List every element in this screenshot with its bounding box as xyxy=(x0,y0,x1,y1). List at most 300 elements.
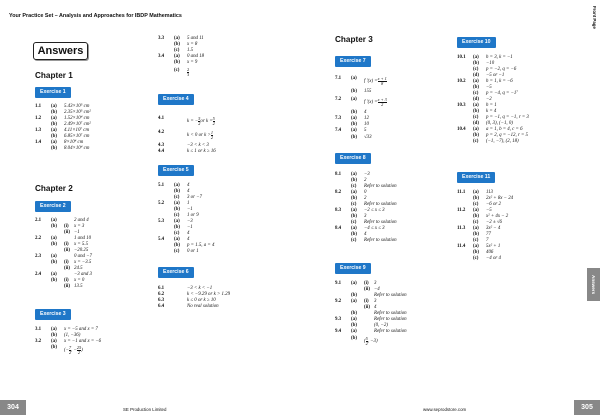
answer-row xyxy=(158,60,204,66)
answer-value: 4 xyxy=(187,189,190,194)
answer-value: a = 1, b = 4, c = 6 xyxy=(486,127,523,132)
part-label: (a) xyxy=(174,36,180,41)
subpart-label: (ii) xyxy=(364,287,370,292)
part-label: (a) xyxy=(473,244,479,249)
exercise-10-answers xyxy=(457,55,529,145)
question-number: 3.2 xyxy=(35,339,42,344)
subpart-label: (i) xyxy=(64,224,69,229)
question-number: 2.3 xyxy=(35,254,42,259)
part-label: (c) xyxy=(473,220,479,225)
exercise-2-label: Exercise 2 xyxy=(35,201,71,212)
question-number: 6.3 xyxy=(158,298,165,303)
answer-value: −2 xyxy=(486,97,492,102)
answer-value: −5 xyxy=(486,85,492,90)
answer-value: x = 3 xyxy=(74,224,85,229)
question-number: 2.4 xyxy=(35,272,42,277)
answer-value: −3 < k < 3 xyxy=(187,143,209,148)
question-number: 7.3 xyxy=(335,116,342,121)
answer-value: p = −1, q = −1, r = 3 xyxy=(486,115,529,120)
answer-row: 7.2 (a) f ′(x) = $\frac{x + 3}{2}$ xyxy=(335,96,387,107)
question-number: 11.4 xyxy=(457,244,466,249)
part-label: (b) xyxy=(51,278,57,283)
question-number: 10.4 xyxy=(457,127,466,132)
part-label: (a) xyxy=(174,54,180,59)
answer-row: (b) ( $\frac{5}{2}$ , −3) xyxy=(351,335,378,346)
answer-value: −3 xyxy=(187,219,193,224)
part-label: (b) xyxy=(351,89,357,94)
answer-row xyxy=(335,128,369,134)
subpart-label: (i) xyxy=(64,278,69,283)
answer-value: 13.5 xyxy=(74,284,83,289)
part-label: (b) xyxy=(174,207,180,212)
exercise-9-answers xyxy=(335,281,407,335)
subpart-label: (ii) xyxy=(64,248,70,253)
part-label: (c) xyxy=(174,213,180,218)
question-number: 9.4 xyxy=(335,329,342,334)
part-label: (b) xyxy=(174,225,180,230)
answer-row: (c) $\frac{2}{3}$ xyxy=(174,67,190,78)
part-label: (a) xyxy=(351,190,357,195)
answer-value: No real solution xyxy=(187,304,219,309)
answer-value: 3x² − 4 xyxy=(486,226,501,231)
question-number: 1.3 xyxy=(35,128,42,133)
question-number: 6.4 xyxy=(158,304,165,309)
answer-value: p = −2, q = −6 xyxy=(486,67,517,72)
question-number: 4.3 xyxy=(158,143,165,148)
subpart-label: (i) xyxy=(64,242,69,247)
subpart-label: (i) xyxy=(364,299,369,304)
answer-value: 5 xyxy=(364,128,367,133)
answer-row: (b) (− $\frac{7}{2}$ , − $\frac{25}{2}$ ) xyxy=(51,344,83,355)
part-label: (c) xyxy=(351,220,357,225)
exercise-4-label: Exercise 4 xyxy=(158,94,194,105)
answer-row xyxy=(35,146,91,152)
question-number: 1.1 xyxy=(35,104,42,109)
question-number: 5.3 xyxy=(158,219,165,224)
answer-value: Refer to solution xyxy=(364,202,397,207)
answer-value: 4 xyxy=(187,231,190,236)
part-label: (a) xyxy=(174,237,180,242)
answer-value: 1.5 xyxy=(187,48,194,53)
answer-value: 2 xyxy=(364,178,367,183)
answer-value: x = −1 and x = −6 xyxy=(64,339,102,344)
part-label: (a) xyxy=(51,272,57,277)
part-label: (c) xyxy=(473,139,479,144)
exercise-9-label: Exercise 9 xyxy=(335,263,371,274)
answer-value: −5 or −1 xyxy=(486,73,505,78)
answer-value: −3 and 3 xyxy=(74,272,92,277)
exercise-11-answers xyxy=(457,190,513,262)
answer-value: 8.04×10⁴ cm xyxy=(64,146,90,151)
exercise-2-answers xyxy=(35,218,92,290)
question-number: 11.1 xyxy=(457,190,466,195)
question-number xyxy=(35,284,51,290)
exercise-5-label: Exercise 5 xyxy=(158,165,194,176)
answer-row: 4.2 k < 0 or k > $\frac{1}{2}$ xyxy=(158,129,214,140)
part-label: (c) xyxy=(174,249,180,254)
part-label: (c) xyxy=(174,195,180,200)
answer-value: k ≤ 0 or k ≥ 10 xyxy=(187,298,216,303)
part-label: (a) xyxy=(51,339,57,344)
part-label: (a) xyxy=(351,226,357,231)
part-label: (c) xyxy=(473,202,479,207)
answer-value: 2.35×10⁵ cm² xyxy=(64,110,91,115)
part-label: (b) xyxy=(473,61,479,66)
chapter-3-heading: Chapter 3 xyxy=(335,35,373,44)
question-number: 2.1 xyxy=(35,218,42,223)
part-label: (b) xyxy=(51,242,57,247)
part-label: (b) xyxy=(473,196,479,201)
question-number: 7.4 xyxy=(335,128,342,133)
part-label: (a) xyxy=(51,236,57,241)
answer-value: p = −4, q = −1⁷ xyxy=(486,91,519,96)
answer-value: Refer to solution xyxy=(364,184,397,189)
exercise-3-answers xyxy=(35,327,101,345)
part-label: (c) xyxy=(351,238,357,243)
part-label: (a) xyxy=(174,219,180,224)
part-label: (a) xyxy=(174,183,180,188)
answer-row xyxy=(335,89,371,95)
part-label: (c) xyxy=(473,67,479,72)
answer-value: (−1, −7), (2, 18) xyxy=(486,139,519,144)
answer-value: 5.43×10⁵ cm xyxy=(64,104,90,109)
part-label: (b) xyxy=(351,311,357,316)
part-label: (a) xyxy=(351,128,357,133)
answer-value: Refer to solution xyxy=(374,317,407,322)
answer-value: 6.85×10⁷ cm xyxy=(64,134,90,139)
answer-row xyxy=(158,149,216,155)
answer-value: x = 8 xyxy=(187,42,198,47)
answer-value: 0 and 18 xyxy=(187,54,205,59)
part-label: (a) xyxy=(351,208,357,213)
part-label: (b) xyxy=(351,232,357,237)
exercise-8-answers xyxy=(335,172,397,244)
answer-value: 1 or 9 xyxy=(187,213,199,218)
exercise-6-answers xyxy=(158,286,230,310)
part-label: (d) xyxy=(473,121,479,126)
exercise-1-label: Exercise 1 xyxy=(35,87,71,98)
question-number: 1.2 xyxy=(35,116,42,121)
part-label: (a) xyxy=(351,172,357,177)
question-number: 11.3 xyxy=(457,226,466,231)
question-number: 1.4 xyxy=(35,140,42,145)
exercise-5-answers xyxy=(158,183,214,255)
part-label: (b) xyxy=(351,178,357,183)
question-number: 4.4 xyxy=(158,149,165,154)
answer-7-1b xyxy=(335,89,371,95)
part-label: (a) xyxy=(473,103,479,108)
answer-value: −2 ≤ x ≤ 3 xyxy=(364,208,385,213)
part-label: (b) xyxy=(51,224,57,229)
subpart-label: (i) xyxy=(64,260,69,265)
exercise-7-answers xyxy=(335,110,369,134)
part-label: (b) xyxy=(51,333,57,338)
answer-value: −1 xyxy=(74,230,80,235)
question-number xyxy=(158,249,174,255)
answer-value: x = −5 and x = 7 xyxy=(64,327,98,332)
answer-value: −4 xyxy=(374,287,380,292)
part-label: (a) xyxy=(351,329,357,334)
exercise-3-label: Exercise 3 xyxy=(35,309,71,320)
part-label: (b) xyxy=(351,110,357,115)
answers-title: Answers xyxy=(33,42,88,60)
part-label xyxy=(51,284,64,290)
part-label: (b) xyxy=(473,109,479,114)
answer-value: k < −9.29 or k > 1.29 xyxy=(187,292,231,297)
question-number xyxy=(158,60,174,66)
part-label: (d) xyxy=(473,73,479,78)
part-label: (a) xyxy=(51,218,57,223)
part-label: (a) xyxy=(351,317,357,322)
exercise-6-label: Exercise 6 xyxy=(158,267,194,278)
answer-value: 0 and −7 xyxy=(74,254,92,259)
part-label: (c) xyxy=(174,48,180,53)
answer-value: 4 xyxy=(187,237,190,242)
exercise-11-label: Exercise 11 xyxy=(457,172,495,183)
question-number: 8.3 xyxy=(335,208,342,213)
part-label: (b) xyxy=(174,42,180,47)
part-label: (a) xyxy=(473,55,479,60)
right-page-number: 305 xyxy=(574,400,600,415)
question-number: 3.1 xyxy=(35,327,42,332)
part-label: (c) xyxy=(351,184,357,189)
answer-row xyxy=(457,139,529,145)
answer-value: 4 xyxy=(364,110,367,115)
answer-value: 1.52×10⁴ cm xyxy=(64,116,90,121)
part-label: (a) xyxy=(51,254,57,259)
part-label: (b) xyxy=(473,250,479,255)
subpart-label: (ii) xyxy=(364,305,370,310)
subpart-label: (i) xyxy=(364,281,369,286)
answer-value: 8×10⁴ cm xyxy=(64,140,84,145)
answer-value: 155 xyxy=(364,89,372,94)
part-label: (c) xyxy=(351,202,357,207)
answer-value: Refer to solution xyxy=(364,238,397,243)
question-number xyxy=(457,139,473,145)
answer-value: Refer to solution xyxy=(374,293,407,298)
part-label: (b) xyxy=(473,214,479,219)
question-number: 10.1 xyxy=(457,55,466,60)
answer-value: k = 4 xyxy=(486,109,497,114)
question-number: 10.2 xyxy=(457,79,466,84)
left-page-number: 304 xyxy=(0,400,26,415)
part-label: (a) xyxy=(51,104,57,109)
part-label: (b) xyxy=(473,232,479,237)
answer-value: p = 2, q = −12, r = 5 xyxy=(486,133,529,138)
answer-value: h = 3, k = −1 xyxy=(486,55,513,60)
answer-value: 2 and 4 xyxy=(74,218,89,223)
publisher-website: www.seprodstore.com xyxy=(423,407,467,412)
part-label: (b) xyxy=(473,133,479,138)
question-number xyxy=(35,146,51,152)
answer-value: 3 xyxy=(364,214,367,219)
answer-value: h = 1, k = −6 xyxy=(486,79,513,84)
answer-value: x = −3.5 xyxy=(74,260,92,265)
answer-value: 10 xyxy=(364,122,369,127)
answer-value: −10 xyxy=(486,61,495,66)
answer-value: 24.5 xyxy=(74,266,83,271)
answer-value: x² + 4x − 2 xyxy=(486,214,509,219)
answer-value: x = 0 xyxy=(74,278,85,283)
front-page-label: Front Page xyxy=(592,6,597,29)
answer-row xyxy=(158,249,214,255)
answer-value: 4 xyxy=(374,305,377,310)
part-label: (b) xyxy=(51,260,57,265)
question-number xyxy=(335,89,351,95)
answer-row xyxy=(158,304,230,310)
part-label: (a) xyxy=(51,128,57,133)
question-number: 6.2 xyxy=(158,292,165,297)
part-label: (a) xyxy=(473,79,479,84)
question-number: 3.3 xyxy=(158,36,165,41)
answer-value: 7 xyxy=(486,238,489,243)
chapter-1-heading: Chapter 1 xyxy=(35,71,73,80)
answer-value: 12 xyxy=(364,116,369,121)
answer-value: p = 1.5, a = 4 xyxy=(187,243,215,248)
part-label: (a) xyxy=(473,127,479,132)
part-label: (a) xyxy=(473,226,479,231)
question-number xyxy=(457,256,473,262)
question-number: 2.2 xyxy=(35,236,42,241)
answer-value: 5x² + 1 xyxy=(486,244,501,249)
exercise-1-answers xyxy=(35,104,91,152)
answer-value: Refer to solution xyxy=(374,311,407,316)
part-label: (c) xyxy=(174,231,180,236)
exercise-10-label: Exercise 10 xyxy=(457,37,496,48)
part-label: (a) xyxy=(174,201,180,206)
part-label: (b) xyxy=(351,214,357,219)
answer-value: −3 xyxy=(364,172,370,177)
question-number: 5.4 xyxy=(158,237,165,242)
answer-value: 77 xyxy=(486,232,491,237)
part-label: (c) xyxy=(473,238,479,243)
answer-value: 2 xyxy=(364,196,367,201)
answer-row xyxy=(35,284,92,290)
part-label: (b) xyxy=(174,189,180,194)
answer-value: 0 or 1 xyxy=(187,249,199,254)
answer-value: −1 xyxy=(187,225,193,230)
answer-value: h = 1 xyxy=(486,103,497,108)
answer-value: 113 xyxy=(486,190,493,195)
part-label: (a) xyxy=(351,116,357,121)
answer-value: −2 ± √6 xyxy=(486,220,503,225)
subpart-label: (ii) xyxy=(64,284,70,289)
question-number: 5.1 xyxy=(158,183,165,188)
part-label: (b) xyxy=(473,85,479,90)
part-label xyxy=(174,304,187,310)
question-number: 6.1 xyxy=(158,286,165,291)
answer-value: −1 xyxy=(187,207,193,212)
answer-value: Refer to solution xyxy=(374,329,407,334)
part-label: (a) xyxy=(51,140,57,145)
answer-row xyxy=(457,256,513,262)
question-number: 9.1 xyxy=(335,281,342,286)
book-title: Your Practice Set – Analysis and Approaches for IBDP Mathematics xyxy=(9,13,182,19)
answer-value: 2x² + 8x − 24 xyxy=(486,196,514,201)
answer-value: −6 or 2 xyxy=(486,202,501,207)
part-label: (a) xyxy=(473,208,479,213)
part-label: (d) xyxy=(473,97,479,102)
answer-value: 4.11×10⁷ cm xyxy=(64,128,90,133)
question-number: 8.2 xyxy=(335,190,342,195)
question-number: 8.1 xyxy=(335,172,342,177)
answer-value: −3 < k < −1 xyxy=(187,286,213,291)
part-label: (c) xyxy=(473,115,479,120)
answer-value: −4 ≤ x ≤ 3 xyxy=(364,226,385,231)
exercise-7-label: Exercise 7 xyxy=(335,56,371,67)
answer-value: (0, 3), (−1, 0) xyxy=(486,121,513,126)
answer-value: Refer to solution xyxy=(364,220,397,225)
question-number: 5.2 xyxy=(158,201,165,206)
subpart-label: (ii) xyxy=(64,230,70,235)
part-label: (a) xyxy=(473,190,479,195)
publisher-name: SE Production Limited xyxy=(123,407,167,412)
answer-row xyxy=(335,329,407,335)
part-label: (a) xyxy=(351,281,357,286)
answer-value: 1 xyxy=(187,201,190,206)
chapter-2-heading: Chapter 2 xyxy=(35,184,73,193)
part-label: (b) xyxy=(51,134,57,139)
answer-value: 4 xyxy=(187,183,190,188)
part-label: (a) xyxy=(351,299,357,304)
answer-value: −4 or 4 xyxy=(486,256,501,261)
question-number: 10.3 xyxy=(457,103,466,108)
part-label: (c) xyxy=(473,256,479,261)
question-number xyxy=(335,238,351,244)
question-number: 11.2 xyxy=(457,208,466,213)
answer-value: x = 5.5 xyxy=(74,242,89,247)
exercise-3-continued xyxy=(158,36,204,66)
exercise-8-label: Exercise 8 xyxy=(335,153,371,164)
part-label xyxy=(174,149,187,155)
answer-value: −20.25 xyxy=(74,248,89,253)
answer-value: 1 and 10 xyxy=(74,236,92,241)
answer-row: (b) √33 xyxy=(351,135,372,140)
answer-value: 4 xyxy=(364,232,367,237)
part-label: (a) xyxy=(51,116,57,121)
answer-value: (1, −36) xyxy=(64,333,81,338)
answer-value: 3 or −7 xyxy=(187,195,202,200)
answer-value: 406 xyxy=(486,250,494,255)
part-label: (b) xyxy=(351,323,357,328)
answer-value: 3 xyxy=(374,281,377,286)
answer-row xyxy=(335,238,397,244)
answer-row: 4.1 k = − $\frac{5}{2}$ or k = $\frac{5}{2}$ xyxy=(158,115,215,126)
answer-value: (0, −2) xyxy=(374,323,388,328)
answer-row: 7.1 (a) f ′(x) = $\frac{x + 1}{8}$ xyxy=(335,75,387,86)
answer-value: 5 and 11 xyxy=(187,36,204,41)
part-label: (b) xyxy=(351,293,357,298)
question-number: 8.4 xyxy=(335,226,342,231)
part-label: (b) xyxy=(174,243,180,248)
question-number: 9.3 xyxy=(335,317,342,322)
part-label: (b) xyxy=(51,122,57,127)
answer-value: k ≤ 1 or k ≥ 16 xyxy=(187,149,216,154)
answers-side-tab: Answers xyxy=(587,268,600,301)
subpart-label xyxy=(364,329,374,335)
subpart-label: (ii) xyxy=(64,266,70,271)
answer-value: 0 xyxy=(364,190,367,195)
answer-value: −5 xyxy=(486,208,492,213)
answer-value: x = 9 xyxy=(187,60,198,65)
part-label: (c) xyxy=(473,91,479,96)
part-label: (a) xyxy=(51,327,57,332)
answer-value: 2.49×10⁷ cm² xyxy=(64,122,91,127)
exercise-4-answers xyxy=(158,143,216,155)
part-label: (b) xyxy=(351,196,357,201)
part-label: (b) xyxy=(351,122,357,127)
answer-value: 3 xyxy=(374,299,377,304)
